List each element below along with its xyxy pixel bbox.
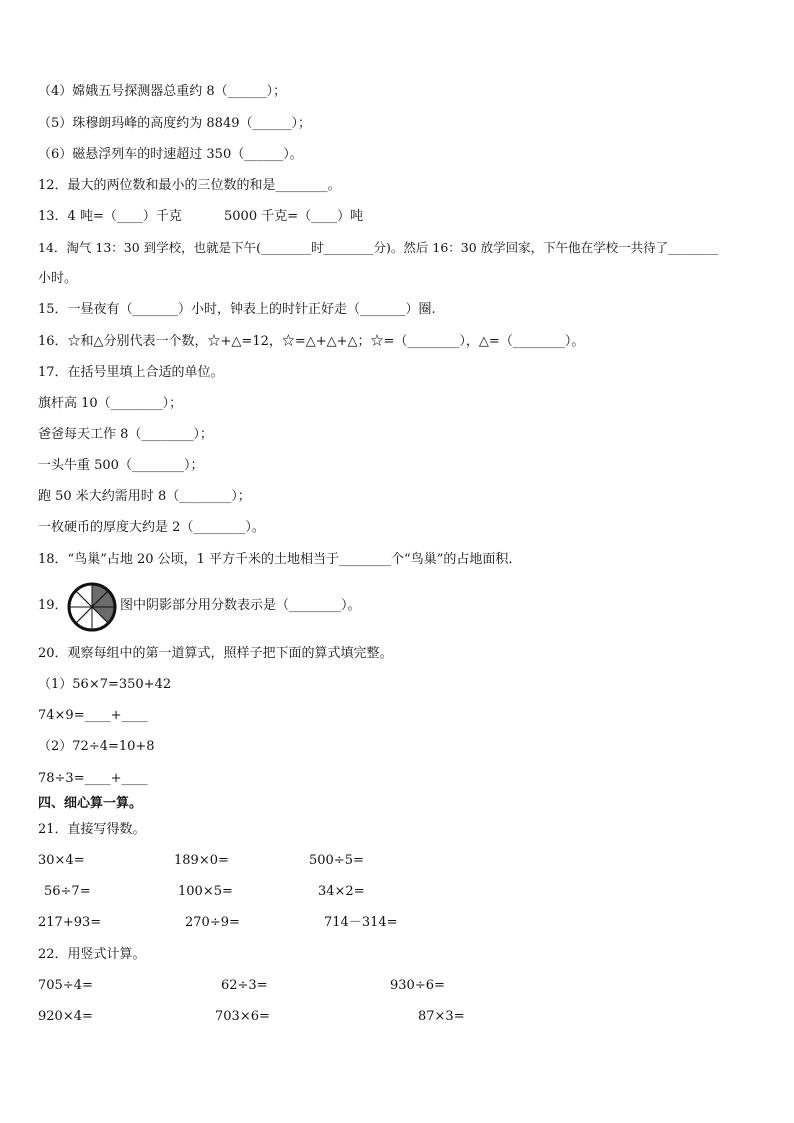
q22-calc-3: 930÷6= <box>390 978 445 993</box>
question-17-item-c: 一头牛重 500（________）； <box>38 458 204 473</box>
question-17: 17．在括号里填上合适的单位。 <box>38 365 224 380</box>
q21-calc-9: 714－314= <box>324 915 398 930</box>
question-19-number: 19． <box>38 598 68 613</box>
question-20-example-1: （1）56×7=350+42 <box>38 677 172 692</box>
question-20-example-2: （2）72÷4=10+8 <box>38 739 155 754</box>
q21-calc-4: 56÷7= <box>44 884 91 899</box>
q21-calc-1: 30×4= <box>38 853 85 868</box>
section-4-heading: 四、细心算一算。 <box>38 796 143 811</box>
question-21: 21．直接写得数。 <box>38 822 146 837</box>
q21-calc-7: 217+93= <box>38 915 102 930</box>
q11-item-4: （4）嫦娥五号探测器总重约 8（______）； <box>38 84 287 99</box>
q21-calc-3: 500÷5= <box>309 853 364 868</box>
question-20-fill-2: 78÷3=____+____ <box>38 771 148 786</box>
fraction-circle-figure <box>66 581 118 633</box>
question-19-text: 图中阴影部分用分数表示是（________）。 <box>120 598 361 613</box>
question-16: 16．☆和△分别代表一个数，☆+△=12，☆=△+△+△；☆=（________），△=（________）。 <box>38 334 585 349</box>
question-13-part-a: 13．4 吨=（____）千克 <box>38 209 182 224</box>
q22-calc-4: 920×4= <box>38 1009 93 1024</box>
q11-item-5: （5）珠穆朗玛峰的高度约为 8849（______）； <box>38 116 311 131</box>
question-18: 18．“鸟巢”占地 20 公顷，1 平方千米的土地相当于________个“鸟巢”的占地面积． <box>38 552 522 567</box>
question-17-item-a: 旗杆高 10（________）； <box>38 396 183 411</box>
question-15: 15．一昼夜有（_______）小时，钟表上的时针正好走（_______）圈. <box>38 302 436 317</box>
question-20: 20．观察每组中的第一道算式，照样子把下面的算式填完整。 <box>38 646 393 661</box>
q22-calc-2: 62÷3= <box>221 978 268 993</box>
question-14: 14．淘气 13：30 到学校，也就是下午(________时________分)。然后 16：30 放学回家，下午他在学校一共待了________ <box>38 240 719 255</box>
question-17-item-b: 爸爸每天工作 8（________）； <box>38 427 213 442</box>
question-20-fill-1: 74×9=____+____ <box>38 708 148 723</box>
question-22: 22．用竖式计算。 <box>38 947 146 962</box>
q11-item-6: （6）磁悬浮列车的时速超过 350（______）。 <box>38 147 303 162</box>
q22-calc-1: 705÷4= <box>38 978 93 993</box>
q22-calc-6: 87×3= <box>418 1009 465 1024</box>
question-14-continued: 小时。 <box>38 271 78 286</box>
q21-calc-5: 100×5= <box>178 884 233 899</box>
q21-calc-2: 189×0= <box>174 853 229 868</box>
q22-calc-5: 703×6= <box>215 1009 270 1024</box>
q21-calc-8: 270÷9= <box>185 915 240 930</box>
question-17-item-e: 一枚硬币的厚度大约是 2（________）。 <box>38 520 265 535</box>
question-13-part-b: 5000 千克=（____）吨 <box>224 209 364 224</box>
q21-calc-6: 34×2= <box>318 884 365 899</box>
question-12: 12．最大的两位数和最小的三位数的和是________。 <box>38 178 341 193</box>
question-17-item-d: 跑 50 米大约需用时 8（________）； <box>38 489 251 504</box>
